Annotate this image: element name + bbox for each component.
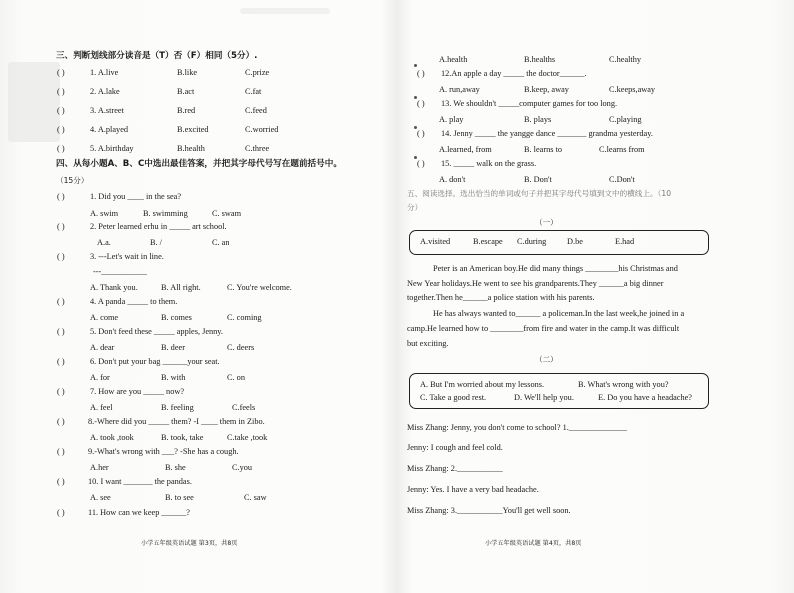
word-bank-option: D.be (567, 237, 583, 246)
option-b: B.healths (524, 55, 556, 64)
passage-line: New Year holidays.He went to see his grandparents.They ______a big dinner (407, 279, 664, 288)
option-a: A. run,away (439, 85, 480, 94)
option-b: B. she (165, 463, 186, 472)
option-a: 3. A.street (90, 106, 124, 115)
word-bank-option: B.escape (473, 237, 503, 246)
section5-title: 五、阅读选择。选出恰当的单词或句子并把其字母代号填到文中的横线上。（10 (407, 189, 672, 198)
answer-paren[interactable]: ( ) (57, 297, 65, 306)
option-b: B. All right. (161, 283, 201, 292)
section4-score: （15分） (56, 176, 89, 185)
dialogue-line: Miss Zhang: Jenny, you don't come to school? 1.______________ (407, 423, 627, 432)
option-c: C.playing (609, 115, 642, 124)
answer-paren[interactable]: ( ) (417, 69, 425, 78)
option-a: 2. A.lake (90, 87, 120, 96)
answer-paren[interactable]: ( ) (57, 327, 65, 336)
right-exam-page (397, 0, 794, 593)
answer-paren[interactable]: ( ) (57, 106, 65, 115)
bleed-through-mark (240, 8, 330, 14)
sentence-option: E. Do you have a headache? (598, 393, 692, 402)
answer-paren[interactable]: ( ) (57, 144, 65, 153)
option-c: C.prize (245, 68, 270, 77)
answer-paren[interactable]: ( ) (57, 68, 65, 77)
question-text: 8.-Where did you _____ them? -I ____ them in Zibo. (88, 417, 265, 426)
option-b: B. / (150, 238, 162, 247)
dialogue-line: Jenny: I cough and feel cold. (407, 443, 503, 452)
option-c: C.keeps,away (609, 85, 656, 94)
option-c: C.worried (245, 125, 279, 134)
sentence-option: C. Take a good rest. (420, 393, 487, 402)
answer-paren[interactable]: ( ) (57, 357, 65, 366)
option-a: A. for (90, 373, 110, 382)
option-a: A. Thank you. (90, 283, 138, 292)
question-text: 7. How are you _____ now? (90, 387, 185, 396)
answer-paren[interactable]: ( ) (57, 477, 65, 486)
bleed-through-mark (8, 62, 60, 142)
option-b: B. deer (161, 343, 185, 352)
passage-line: He has always wanted to______ a policeman.In the last week,he joined in a (433, 309, 685, 318)
word-bank-option: C.during (517, 237, 547, 246)
question-text: 14. Jenny _____ the yangge dance _______ grandma yesterday. (441, 129, 653, 138)
section5-title-cont: 分） (407, 203, 423, 212)
page-footer: 小学五年级英语试题 第3页，共8页 (141, 540, 238, 547)
option-a: A.learned, from (439, 145, 492, 154)
question-text: 6. Don't put your bag ______your seat. (90, 357, 220, 366)
answer-paren[interactable]: ( ) (57, 447, 65, 456)
option-b: B. learns to (524, 145, 563, 154)
answer-paren[interactable]: ( ) (417, 99, 425, 108)
answer-paren[interactable]: ( ) (57, 192, 65, 201)
option-a: A. come (90, 313, 119, 322)
option-a: 4. A.played (90, 125, 129, 134)
option-a: A.her (90, 463, 109, 472)
option-a: A. see (90, 493, 111, 502)
question-text: 1. Did you ____ in the sea? (90, 192, 182, 201)
answer-paren[interactable]: ( ) (57, 222, 65, 231)
option-b: B. to see (165, 493, 194, 502)
option-c: C. saw (244, 493, 267, 502)
option-b: B. swimming (143, 209, 188, 218)
question-text: 4. A panda _____ to them. (90, 297, 178, 306)
part2-label: （二） (535, 355, 558, 364)
part1-label: （一） (535, 218, 558, 227)
option-a: 1. A.live (90, 68, 119, 77)
question-text: 10. I want _______ the pandas. (88, 477, 192, 486)
passage-line: Peter is an American boy.He did many things ________his Christmas and (433, 264, 678, 273)
option-c: C. You're welcome. (227, 283, 292, 292)
dialogue-line: Miss Zhang: 3.___________You'll get well soon. (407, 506, 571, 515)
option-b: B. comes (161, 313, 192, 322)
option-b: B.like (177, 68, 198, 77)
answer-paren[interactable]: ( ) (57, 252, 65, 261)
sentence-option: A. But I'm worried about my lessons. (420, 380, 545, 389)
option-c: C.Don't (609, 175, 635, 184)
answer-paren[interactable]: ( ) (57, 387, 65, 396)
section3-title: 三、判断划线部分读音是（T）否（F）相同（5分）. (56, 51, 258, 61)
sentence-option: D. We'll help you. (514, 393, 574, 402)
option-c: C.feels (232, 403, 256, 412)
option-a: A.a. (97, 238, 111, 247)
option-b: B. Don't (524, 175, 552, 184)
option-a: A. dear (90, 343, 115, 352)
option-a: A. swim (90, 209, 119, 218)
margin-mark (414, 64, 417, 67)
option-b: B. feeling (161, 403, 194, 412)
option-c: C.healthy (609, 55, 642, 64)
option-c: C.you (232, 463, 253, 472)
page-footer: 小学五年级英语试题 第4页，共8页 (485, 540, 582, 547)
passage-line: together.Then he______a police station with his parents. (407, 293, 595, 302)
option-c: C. swam (212, 209, 242, 218)
option-b: B. took, take (161, 433, 204, 442)
option-c: C. an (212, 238, 230, 247)
option-c: C.learns from (599, 145, 645, 154)
option-a: A. feel (90, 403, 113, 412)
answer-paren[interactable]: ( ) (57, 417, 65, 426)
word-bank-option: A.visited (420, 237, 451, 246)
word-bank-box (409, 230, 709, 255)
option-b: B.act (177, 87, 195, 96)
option-c: C.fat (245, 87, 262, 96)
question-text: 2. Peter learned erhu in _____ art school. (90, 222, 227, 231)
answer-paren[interactable]: ( ) (57, 508, 65, 517)
option-c: C. on (227, 373, 245, 382)
word-bank-option: E.had (615, 237, 635, 246)
option-b: B.excited (177, 125, 209, 134)
question-text: 11. How can we keep ______? (88, 508, 190, 517)
dialogue-line: Miss Zhang: 2.___________ (407, 464, 503, 473)
question-text: 13. We shouldn't _____computer games for too long. (441, 99, 618, 108)
option-b: B.red (177, 106, 196, 115)
option-c: C.feed (245, 106, 267, 115)
option-a: 5. A.birthday (90, 144, 134, 153)
passage-line: but exciting. (407, 339, 449, 348)
sentence-option: B. What's wrong with you? (578, 380, 669, 389)
option-b: B.keep, away (524, 85, 569, 94)
option-a: A.health (439, 55, 468, 64)
option-a: A. play (439, 115, 464, 124)
answer-paren[interactable]: ( ) (417, 159, 425, 168)
dialogue-line: Jenny: Yes. I have a very bad headache. (407, 485, 539, 494)
option-a: A. don't (439, 175, 466, 184)
question-text: 12.An apple a day _____ the doctor______. (441, 69, 587, 78)
question-text: 9.-What's wrong with ___? -She has a cough. (88, 447, 239, 456)
passage-line: camp.He learned how to ________from fire and water in the camp.It was difficult (407, 324, 680, 333)
option-c: C.three (245, 144, 270, 153)
section4-title: 四、从每小题A、B、C中选出最佳答案，并把其字母代号写在题前括号中。 (56, 159, 342, 169)
option-c: C.take ,took (227, 433, 268, 442)
question-text: 5. Don't feed these _____ apples, Jenny. (90, 327, 223, 336)
option-a: A. took ,took (90, 433, 134, 442)
question-text: 15. _____ walk on the grass. (441, 159, 537, 168)
question-text: 3. ---Let's wait in line. (90, 252, 164, 261)
option-b: B. with (161, 373, 186, 382)
answer-paren[interactable]: ( ) (417, 129, 425, 138)
option-c: C. deers (227, 343, 255, 352)
option-b: B.health (177, 144, 205, 153)
option-c: C. coming (227, 313, 262, 322)
option-b: B. plays (524, 115, 552, 124)
question-reply-blank[interactable]: ---___________ (93, 267, 147, 276)
sentence-bank-box (409, 373, 709, 409)
answer-paren[interactable]: ( ) (57, 125, 65, 134)
answer-paren[interactable]: ( ) (57, 87, 65, 96)
